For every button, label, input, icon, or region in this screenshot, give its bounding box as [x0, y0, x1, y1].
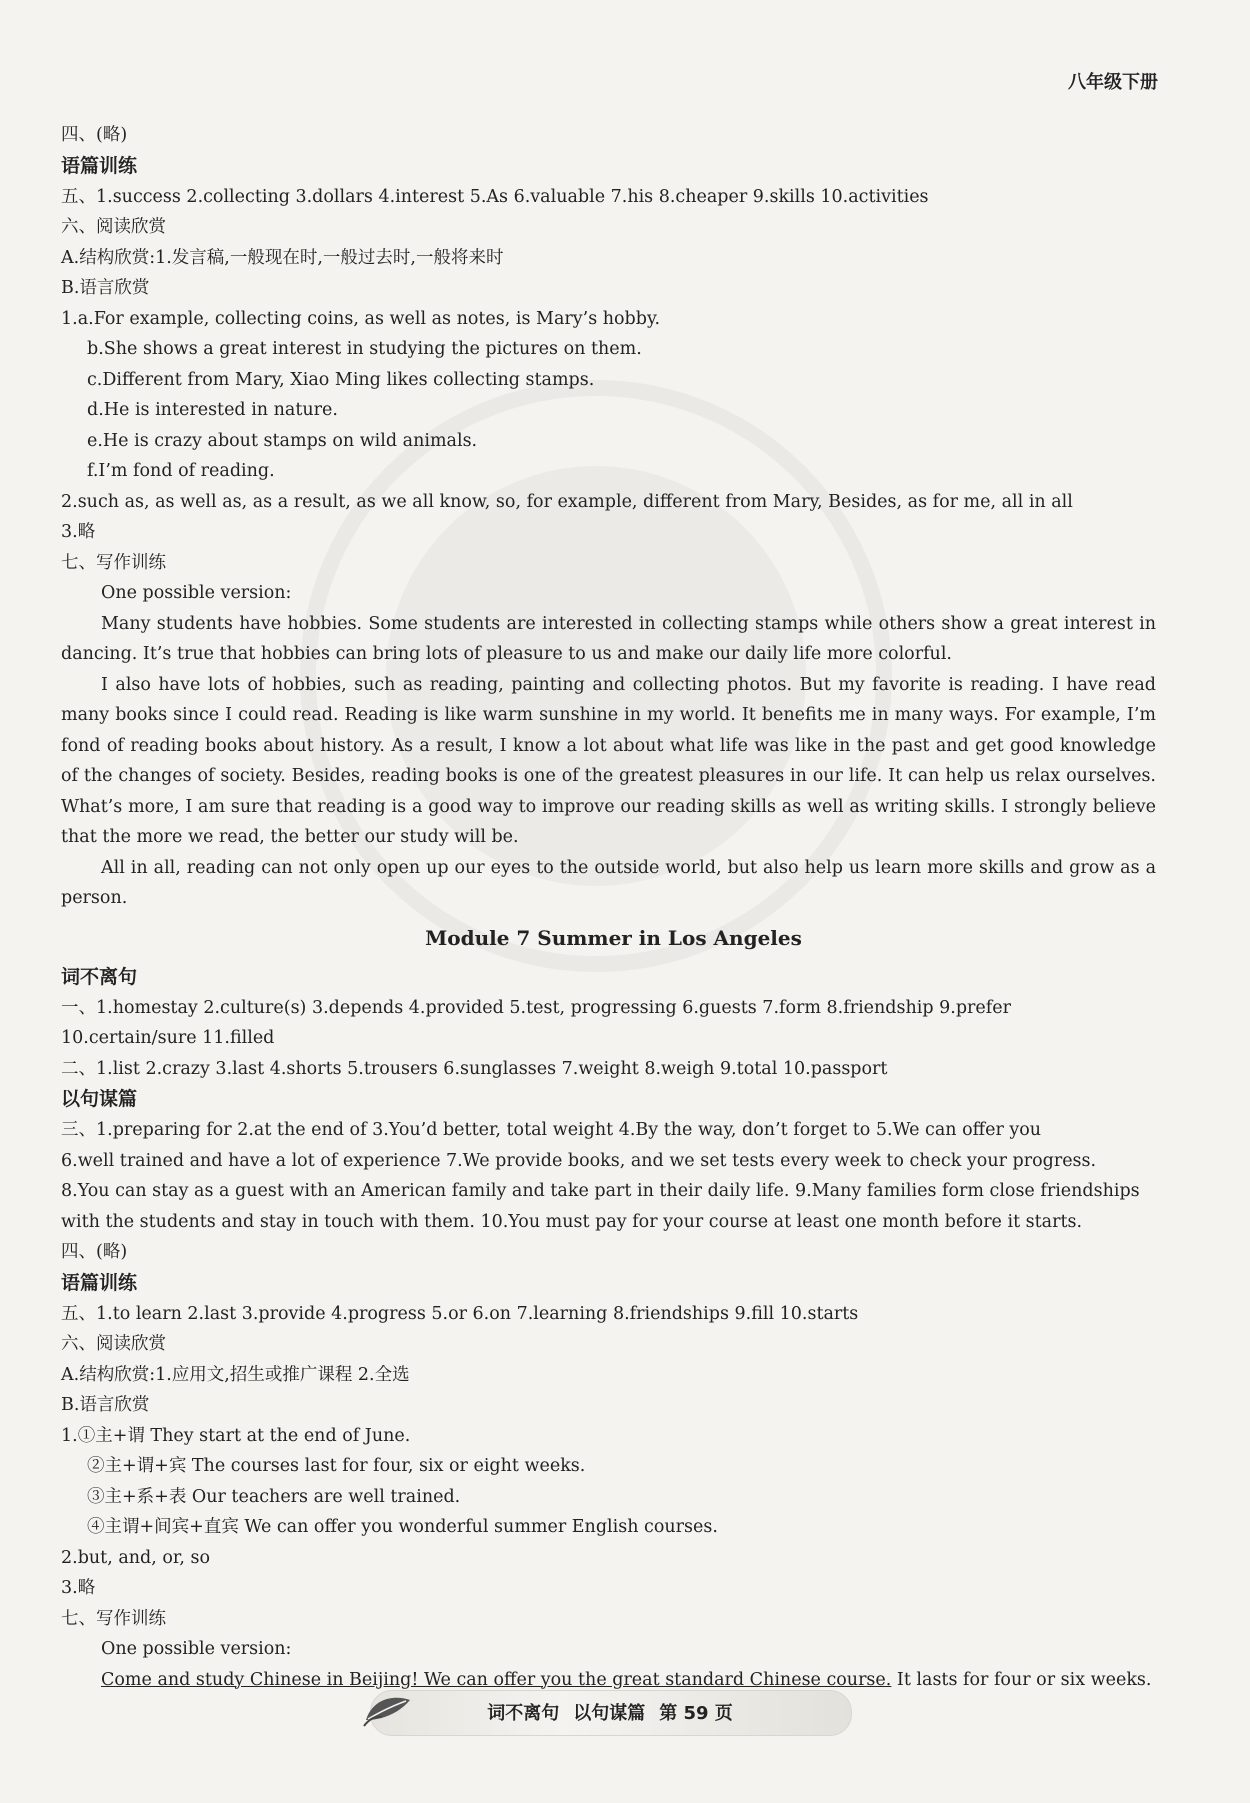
section-heading: 语篇训练: [61, 1271, 138, 1294]
text-line: 五、1.success 2.collecting 3.dollars 4.interest 5.As 6.valuable 7.his 8.cheaper 9.skills 10.activities: [61, 186, 929, 207]
section-heading: 词不离句: [61, 965, 138, 988]
section-heading: 以句谋篇: [61, 1088, 138, 1110]
text-line: 六、阅读欣赏: [61, 1334, 166, 1354]
sub-answer-line: ④主谓+间宾+直宾 We can offer you wonderful summer English courses.: [87, 1517, 718, 1537]
text-line: 六、阅读欣赏: [61, 217, 166, 237]
text-line: 四、(略): [61, 1242, 128, 1262]
sub-answer-line: c.Different from Mary, Xiao Ming likes collecting stamps.: [87, 369, 595, 390]
sub-answer-line: e.He is crazy about stamps on wild animals.: [87, 430, 478, 451]
text-line: A.结构欣赏:1.应用文,招生或推广课程 2.全选: [61, 1364, 410, 1385]
text-line: 五、1.to learn 2.last 3.provide 4.progress 5.or 6.on 7.learning 8.friendships 9.fill 10.starts: [61, 1303, 859, 1324]
footer-title-2: 以句谋篇: [573, 1703, 646, 1724]
text-line: A.结构欣赏:1.发言稿,一般现在时,一般过去时,一般将来时: [61, 247, 504, 268]
essay-paragraph: Many students have hobbies. Some students are interested in collecting stamps while others show a great interest in dancing. It’s true that hobbies can bring lots of pleasure to us and make our daily life more colorful.: [61, 613, 1156, 664]
version-label: One possible version:: [101, 583, 292, 603]
section-heading: 语篇训练: [61, 154, 138, 177]
text-line: 1.①主+谓 They start at the end of June.: [61, 1425, 411, 1446]
text-line: 8.You can stay as a guest with an American family and take part in their daily life. 9.Many families form close friendships: [61, 1181, 1140, 1201]
text-line: 3.略: [61, 522, 96, 542]
text-line: 三、1.preparing for 2.at the end of 3.You’d better, total weight 4.By the way, don’t forget to 5.We can offer you: [61, 1120, 1042, 1140]
text-line: 6.well trained and have a lot of experience 7.We provide books, and we set tests every week to check your progress.: [61, 1150, 1097, 1171]
text-line: with the students and stay in touch with them. 10.You must pay for your course at least one month before it starts.: [61, 1211, 1083, 1232]
sub-answer-line: d.He is interested in nature.: [87, 400, 338, 420]
sub-answer-line: ②主+谓+宾 The courses last for four, six or eight weeks.: [87, 1456, 586, 1476]
text-line: 1.a.For example, collecting coins, as well as notes, is Mary’s hobby.: [61, 308, 661, 329]
footer-title-1: 词不离句: [487, 1703, 560, 1724]
text-line: 一、1.homestay 2.culture(s) 3.depends 4.provided 5.test, progressing 6.guests 7.form 8.friendship 9.prefer: [61, 997, 1011, 1018]
text-line: 二、1.list 2.crazy 3.last 4.shorts 5.trousers 6.sunglasses 7.weight 8.weigh 9.total 10.passport: [61, 1058, 888, 1079]
text-line: 3.略: [61, 1578, 96, 1598]
underlined-sentence: Come and study Chinese in Beijing! We can offer you the great standard Chinese course.: [101, 1669, 892, 1690]
sub-answer-line: f.I’m fond of reading.: [87, 461, 275, 481]
essay-paragraph: All in all, reading can not only open up our eyes to the outside world, but also help us learn more skills and grow as a person.: [61, 857, 1156, 908]
sub-answer-line: ③主+系+表 Our teachers are well trained.: [87, 1486, 461, 1507]
text-line: 10.certain/sure 11.filled: [61, 1028, 275, 1048]
essay-paragraph: I also have lots of hobbies, such as reading, painting and collecting photos. But my favorite is reading. I have read many books since I could read. Reading is like warm sunshine in my world. It benefits me in many ways. For example, I’m fond of reading books about history. As a result, I know a lot about what life was like in the past and get good knowledge of the changes of society. Besides, reading books is one of the greatest pleasures in our life. It can help us relax ourselves. What’s more, I am sure that reading is a good way to improve our reading skills as well as writing skills. I strongly believe that the more we read, the better our study will be.: [61, 674, 1156, 847]
sub-answer-line: b.She shows a great interest in studying the pictures on them.: [87, 339, 642, 359]
text-line: 2.but, and, or, so: [61, 1547, 210, 1568]
text-line: 2.such as, as well as, as a result, as we all know, so, for example, different from Mary, Besides, as for me, all in all: [61, 491, 1073, 512]
page-number: 第 59 页: [659, 1703, 733, 1724]
answer-content: [61, 120, 1156, 1695]
sentence-rest: It lasts for four or six weeks.: [891, 1669, 1152, 1690]
grade-label: 八年级下册: [1068, 72, 1158, 93]
page-footer: [360, 1689, 860, 1735]
text-line: 四、(略): [61, 125, 128, 145]
text-line: B.语言欣赏: [61, 278, 150, 298]
text-line: 七、写作训练: [61, 1608, 166, 1629]
text-line: B.语言欣赏: [61, 1395, 150, 1415]
version-label: One possible version:: [101, 1639, 292, 1659]
module-title: Module 7 Summer in Los Angeles: [425, 925, 802, 950]
text-line: 七、写作训练: [61, 552, 166, 573]
